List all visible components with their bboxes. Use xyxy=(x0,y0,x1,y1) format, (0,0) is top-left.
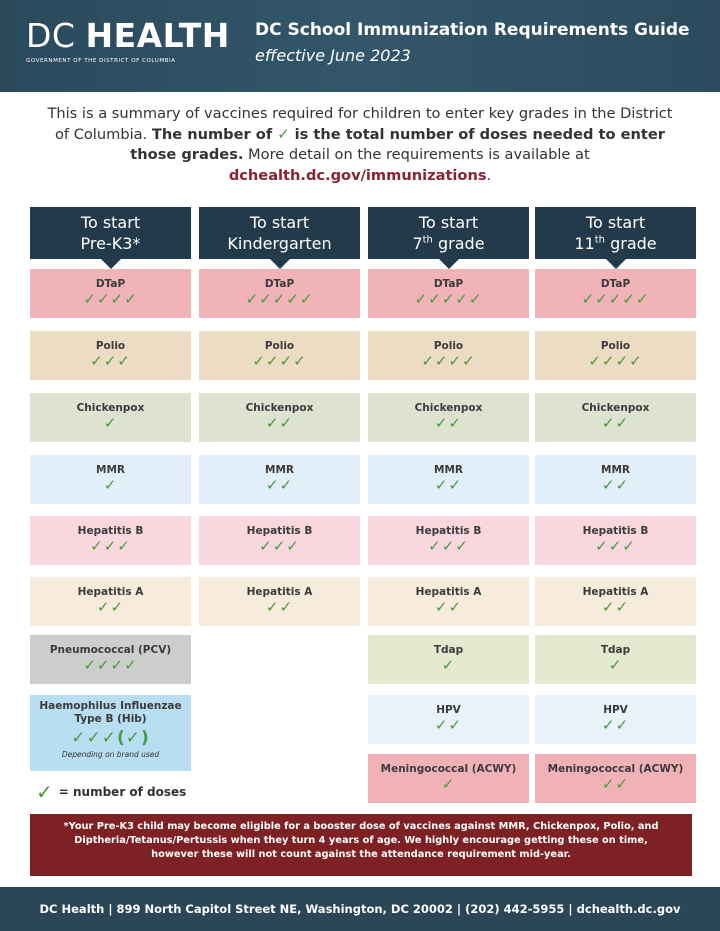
vaccine-name-line2: Type B (Hib) xyxy=(74,713,147,725)
column-header-grade: 7 xyxy=(412,234,423,253)
column-header-line1: To start xyxy=(418,213,479,232)
dose-checks: ✓ xyxy=(608,656,623,674)
vaccine-cell-hepb xyxy=(199,516,360,565)
legend xyxy=(36,782,186,802)
vaccine-cell-hepb xyxy=(368,516,529,565)
footnote-line: *Your Pre-K3 child may become eligible for a booster dose of vaccines against MMR, Chickenpox, Polio, and xyxy=(63,821,659,832)
dose-checks: ✓ xyxy=(441,775,456,793)
vaccine-name: DTaP xyxy=(433,278,464,290)
column-header-line1: To start xyxy=(80,213,141,232)
vaccine-name: Polio xyxy=(600,340,631,352)
vaccine-name: Haemophilus Influenzae xyxy=(39,700,182,712)
column-header-line2 xyxy=(199,233,360,254)
dose-checks: ✓✓✓✓ xyxy=(421,352,476,370)
vaccine-name: Hepatitis A xyxy=(246,586,313,598)
dose-checks: ✓✓✓(✓) xyxy=(71,728,150,748)
footnote-line: Diptheria/Tetanus/Pertussis when they turn 4 years of age. We highly encourage getting these on time, xyxy=(74,835,648,846)
dose-checks: ✓ xyxy=(441,656,456,674)
vaccine-cell-dtap xyxy=(199,269,360,318)
column-header xyxy=(535,207,696,259)
logo-dc-text: DC xyxy=(26,16,76,55)
vaccine-cell-chicken xyxy=(30,393,191,442)
dose-checks: ✓ xyxy=(103,476,118,494)
vaccine-cell-mmr xyxy=(535,455,696,504)
vaccine-name: Hepatitis B xyxy=(246,525,313,537)
vaccine-cell-chicken xyxy=(368,393,529,442)
vaccine-name: Chickenpox xyxy=(581,402,650,414)
immunizations-link[interactable]: dchealth.dc.gov/immunizations xyxy=(228,166,487,184)
intro-bold-b: is the total number of doses needed to enter those grades. xyxy=(130,125,665,163)
dose-checks: ✓✓ xyxy=(601,775,630,793)
vaccine-name: DTaP xyxy=(600,278,631,290)
vaccine-name: Tdap xyxy=(433,644,464,656)
column-header-line1: To start xyxy=(585,213,646,232)
vaccine-name: Tdap xyxy=(600,644,631,656)
vaccine-cell-tdap xyxy=(368,635,529,684)
dose-checks: ✓✓ xyxy=(96,598,125,616)
intro-bold-a: The number of xyxy=(151,125,278,143)
intro-paragraph xyxy=(40,104,680,186)
dose-checks: ✓✓ xyxy=(265,414,294,432)
vaccine-cell-hepa xyxy=(30,577,191,626)
dose-checks: ✓✓ xyxy=(601,716,630,734)
footer-contact: DC Health | 899 North Capitol Street NE, Washington, DC 20002 | (202) 442-5955 | dchealth.dc.gov xyxy=(0,887,720,931)
vaccine-cell-polio xyxy=(368,331,529,380)
vaccine-name: Chickenpox xyxy=(245,402,314,414)
vaccine-cell-mmr xyxy=(368,455,529,504)
dose-checks: ✓✓✓ xyxy=(90,537,131,555)
vaccine-cell-hepb xyxy=(30,516,191,565)
intro-text-2: More detail on the requirements is available at xyxy=(243,146,590,163)
vaccine-name: Meningococcal (ACWY) xyxy=(380,763,517,775)
check-icon: ✓ xyxy=(277,125,290,143)
vaccine-cell-pcv xyxy=(30,635,191,684)
dose-checks: ✓✓✓✓ xyxy=(252,352,307,370)
vaccine-cell-mmr xyxy=(199,455,360,504)
dose-checks: ✓✓ xyxy=(434,598,463,616)
vaccine-cell-hepa xyxy=(535,577,696,626)
vaccine-name: Hepatitis B xyxy=(582,525,649,537)
column-header xyxy=(199,207,360,259)
dose-checks: ✓✓✓ xyxy=(428,537,469,555)
footnote-box xyxy=(30,814,692,876)
dose-checks: ✓✓✓✓ xyxy=(83,656,138,674)
dose-checks: ✓✓ xyxy=(434,414,463,432)
header-banner xyxy=(0,0,720,92)
vaccine-cell-chicken xyxy=(535,393,696,442)
column-header-sup: th xyxy=(422,234,433,246)
vaccine-name: DTaP xyxy=(264,278,295,290)
vaccine-cell-mening xyxy=(535,754,696,803)
dose-checks: ✓ xyxy=(103,414,118,432)
vaccine-name: MMR xyxy=(434,464,463,476)
column-header xyxy=(368,207,529,259)
column-header-grade: Pre-K3* xyxy=(80,234,141,253)
vaccine-name: MMR xyxy=(96,464,125,476)
vaccine-cell-chicken xyxy=(199,393,360,442)
dc-health-logo xyxy=(26,16,230,64)
dose-checks: ✓✓✓✓ xyxy=(588,352,643,370)
column-header-sup: th xyxy=(594,234,605,246)
legend-label: = number of doses xyxy=(58,785,187,799)
vaccine-name: Hepatitis A xyxy=(582,586,649,598)
dose-checks: ✓✓✓ xyxy=(595,537,636,555)
vaccine-cell-hib xyxy=(30,695,191,771)
vaccine-name: DTaP xyxy=(95,278,126,290)
dose-checks: ✓✓ xyxy=(434,716,463,734)
vaccine-cell-polio xyxy=(535,331,696,380)
vaccine-name: Polio xyxy=(433,340,464,352)
column-header-line1: To start xyxy=(249,213,310,232)
vaccine-name: Polio xyxy=(95,340,126,352)
dose-checks: ✓✓ xyxy=(265,598,294,616)
dose-checks: ✓✓✓✓✓ xyxy=(581,290,650,308)
dose-checks: ✓✓✓✓✓ xyxy=(414,290,483,308)
vaccine-name: Polio xyxy=(264,340,295,352)
logo-health-text: HEALTH xyxy=(85,16,230,55)
vaccine-cell-hpv xyxy=(535,695,696,744)
vaccine-name: Hepatitis B xyxy=(415,525,482,537)
vaccine-cell-dtap xyxy=(30,269,191,318)
column-header-grade: 11 xyxy=(574,234,595,253)
dose-checks: ✓✓ xyxy=(434,476,463,494)
page-title: DC School Immunization Requirements Guide xyxy=(255,20,690,40)
footnote-line: however these will not count against the attendance requirement mid-year. xyxy=(151,849,571,860)
dose-checks: ✓✓ xyxy=(601,414,630,432)
vaccine-cell-hepa xyxy=(199,577,360,626)
vaccine-cell-polio xyxy=(199,331,360,380)
column-header-line2 xyxy=(30,233,191,254)
intro-end: . xyxy=(486,166,492,184)
vaccine-name: Pneumococcal (PCV) xyxy=(49,644,172,656)
vaccine-cell-hpv xyxy=(368,695,529,744)
dose-checks: ✓✓✓ xyxy=(90,352,131,370)
dose-checks: ✓✓✓✓✓ xyxy=(245,290,314,308)
intro-text-1: This is a summary of vaccines required for children to enter key grades in the District of Columbia. xyxy=(47,105,673,143)
vaccine-cell-polio xyxy=(30,331,191,380)
dose-checks: ✓✓ xyxy=(601,476,630,494)
vaccine-name: Chickenpox xyxy=(414,402,483,414)
vaccine-name: Chickenpox xyxy=(76,402,145,414)
vaccine-cell-hepb xyxy=(535,516,696,565)
vaccine-cell-dtap xyxy=(368,269,529,318)
column-header-line2 xyxy=(535,233,696,254)
dose-checks: ✓✓ xyxy=(601,598,630,616)
column-header-suffix: grade xyxy=(605,234,657,253)
check-icon: ✓ xyxy=(36,780,53,804)
column-header-suffix: grade xyxy=(432,234,485,253)
vaccine-cell-mening xyxy=(368,754,529,803)
vaccine-name: HPV xyxy=(603,704,628,716)
column-header-line2 xyxy=(368,233,529,254)
brand-note: Depending on brand used xyxy=(61,750,160,759)
dose-checks: ✓✓✓ xyxy=(259,537,300,555)
vaccine-name: Meningococcal (ACWY) xyxy=(547,763,684,775)
column-header-grade: Kindergarten xyxy=(227,234,332,253)
vaccine-name: Hepatitis A xyxy=(415,586,482,598)
dose-checks: ✓✓✓✓ xyxy=(83,290,138,308)
logo-subtitle: GOVERNMENT OF THE DISTRICT OF COLUMBIA xyxy=(26,58,176,64)
vaccine-name: HPV xyxy=(436,704,461,716)
vaccine-cell-mmr xyxy=(30,455,191,504)
vaccine-name: Hepatitis B xyxy=(77,525,144,537)
vaccine-name: Hepatitis A xyxy=(77,586,144,598)
vaccine-cell-tdap xyxy=(535,635,696,684)
page-subtitle: effective June 2023 xyxy=(255,46,411,65)
column-header xyxy=(30,207,191,259)
vaccine-cell-dtap xyxy=(535,269,696,318)
dose-checks: ✓✓ xyxy=(265,476,294,494)
vaccine-name: MMR xyxy=(601,464,630,476)
vaccine-cell-hepa xyxy=(368,577,529,626)
vaccine-name: MMR xyxy=(265,464,294,476)
